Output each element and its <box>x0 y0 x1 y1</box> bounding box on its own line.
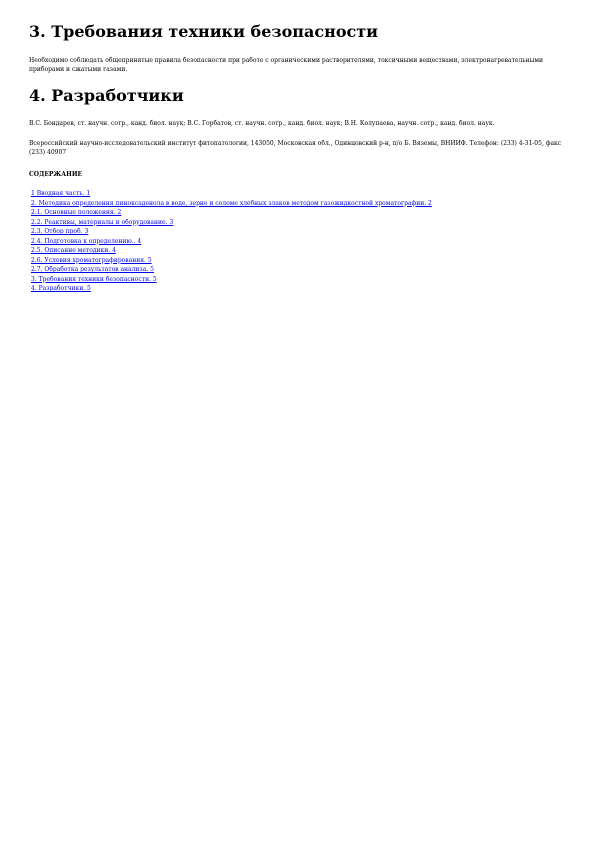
institute-paragraph: Всероссийский научно-исследовательский институт фитопатологии, 143050, Московская обл., Одинцовский р-н, п/о Б. Вяземы, ВНИИФ. Телефон: (233) 4-31-05, факс (233) 40907 <box>29 140 562 156</box>
toc-item <box>29 199 451 209</box>
toc-link-chromatography[interactable]: 2.6. Условия хроматографирования. 5 <box>31 256 152 264</box>
toc-link-safety[interactable]: 3. Требования техники безопасности. 5 <box>31 275 157 283</box>
toc-item <box>29 256 569 266</box>
authors-paragraph: В.С. Бондарев, ст. научн. сотр., канд. биол. наук; В.С. Горбатов, ст. научн. сотр., канд. биол. наук; В.Н. Колупаева, научн. сотр., канд. биол. наук. <box>29 120 495 127</box>
toc-item <box>29 189 569 199</box>
toc-link-results[interactable]: 2.7. Обработка результатов анализа. 5 <box>31 266 154 273</box>
section-heading-developers: 4. Разработчики <box>29 86 184 105</box>
toc-item <box>29 218 569 228</box>
toc-link-preparation[interactable]: 2.4. Подготовка к определению.. 4 <box>31 237 142 245</box>
table-of-contents <box>29 189 569 294</box>
toc-link-reagents[interactable]: 2.2. Реактивы, материалы и оборудование. 3 <box>31 218 174 226</box>
toc-link-intro[interactable]: 1 Вводная часть. 1 <box>31 190 91 197</box>
toc-heading: СОДЕРЖАНИЕ <box>29 171 83 178</box>
document-page <box>29 18 569 310</box>
toc-item <box>29 265 569 275</box>
toc-item <box>29 275 569 285</box>
toc-item <box>29 246 569 256</box>
toc-item <box>29 227 569 237</box>
toc-link-description[interactable]: 2.5. Описание методики. 4 <box>31 247 116 254</box>
toc-item <box>29 208 569 218</box>
toc-item <box>29 237 569 247</box>
toc-link-sampling[interactable]: 2.3. Отбор проб. 3 <box>31 228 89 235</box>
safety-paragraph: Необходимо соблюдать общепринятые правила безопасности при работе с органическими растворителями, токсичными веществами, электронагревательными приборами и сжатыми газами. <box>29 57 543 73</box>
section-heading-safety: 3. Требования техники безопасности <box>29 22 379 41</box>
toc-link-basics[interactable]: 2.1. Основные положения. 2 <box>31 209 122 216</box>
toc-item <box>29 284 569 294</box>
toc-link-developers[interactable]: 4. Разработчики. 5 <box>31 285 91 292</box>
toc-link-method[interactable]: 2. Методика определения пиноксаденола в воде, зерне и соломе хлебных злаков методом газожидкостной хроматографии. 2 <box>31 199 432 207</box>
